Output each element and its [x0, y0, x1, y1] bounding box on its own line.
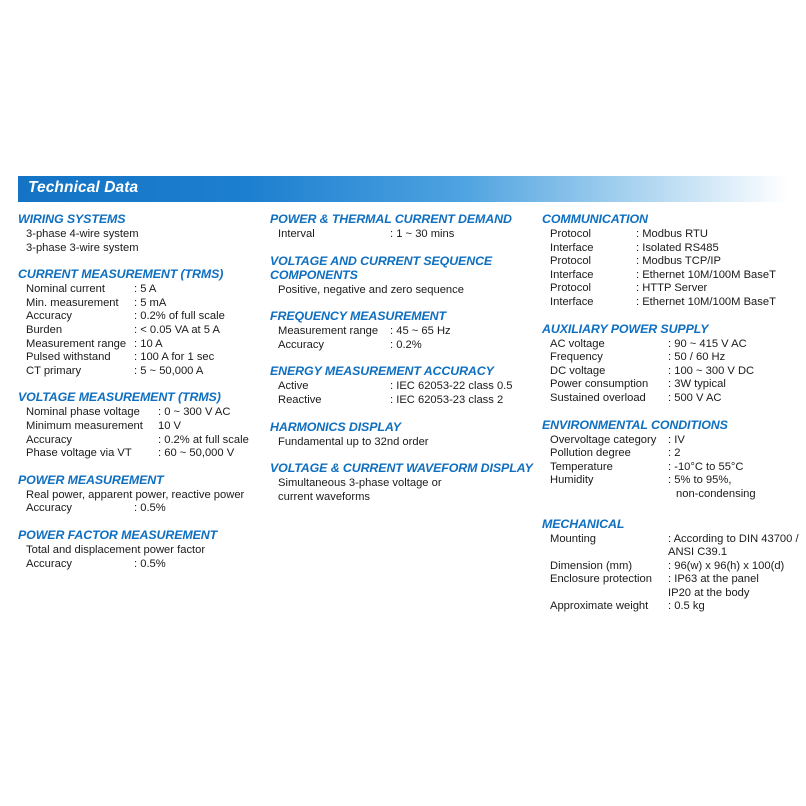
spec-value: : 50 / 60 Hz: [668, 351, 726, 364]
spec-key: [550, 546, 668, 560]
spec-row: [550, 255, 790, 269]
spec-value: : 5 mA: [134, 296, 167, 309]
spec-key: Accuracy: [26, 557, 73, 570]
spec-row: [278, 228, 534, 242]
spec-key: Pulsed withstand: [26, 351, 111, 364]
spec-key: Humidity: [550, 474, 594, 487]
spec-value: : 10 A: [134, 337, 163, 350]
spec-value: : 1 ~ 30 mins: [390, 228, 455, 240]
spec-key: Protocol: [550, 255, 592, 268]
section-heading: MECHANICAL: [542, 516, 625, 531]
spec-value: ANSI C39.1: [668, 546, 728, 559]
spec-row: [550, 546, 790, 560]
spec-row: [278, 394, 534, 408]
spec-key: Reactive: [278, 393, 322, 406]
section-voltage-measurement: [18, 390, 262, 460]
spec-value: : 0.5%: [134, 557, 166, 570]
spec-value: : IEC 62053-22 class 0.5: [390, 380, 513, 393]
spec-key: Accuracy: [26, 310, 73, 323]
section-heading: POWER MEASUREMENT: [18, 472, 164, 487]
section-line: Total and displacement power factor: [26, 543, 206, 556]
spec-value: : Modbus TCP/IP: [636, 255, 721, 268]
spec-key: Mounting: [550, 532, 597, 545]
spec-value: : 0.2% at full scale: [158, 433, 249, 446]
spec-key: Temperature: [550, 460, 613, 473]
spec-row: [26, 420, 262, 434]
spec-key: Nominal current: [26, 283, 105, 296]
spec-value: IP20 at the body: [668, 586, 750, 599]
spec-row: [550, 282, 790, 296]
spec-value: : IP63 at the panel: [668, 573, 759, 586]
section-heading: ENVIRONMENTAL CONDITIONS: [542, 417, 728, 432]
section-line: Real power, apparent power, reactive power: [26, 488, 245, 501]
spec-value: : 0.5%: [134, 502, 166, 515]
spec-row: [550, 378, 790, 392]
section-environmental-conditions: [542, 418, 790, 502]
spec-row: [550, 351, 790, 365]
spec-value: : Ethernet 10M/100M BaseT: [636, 268, 776, 281]
spec-key: Min. measurement: [26, 296, 119, 309]
section-harmonics-display: [270, 420, 534, 450]
spec-value: : Isolated RS485: [636, 241, 719, 254]
spec-rows: [18, 558, 262, 572]
spec-key: Interface: [550, 295, 594, 308]
section-line: 3-phase 3-wire system: [26, 241, 139, 254]
spec-rows: [18, 502, 262, 516]
spec-value: : 0.2% of full scale: [134, 310, 225, 323]
spec-row: [26, 406, 262, 420]
spec-key: Measurement range: [26, 337, 127, 350]
spec-key: Active: [278, 380, 309, 393]
section-auxiliary-power-supply: [542, 322, 790, 406]
spec-row: [278, 380, 534, 394]
spec-column-1: [18, 212, 270, 614]
spec-key: Protocol: [550, 228, 592, 240]
spec-value: : -10°C to 55°C: [668, 460, 744, 473]
section-wiring-systems: [18, 212, 262, 255]
section-line: current waveforms: [278, 490, 371, 503]
spec-value: : < 0.05 VA at 5 A: [134, 323, 220, 336]
spec-row: [26, 283, 262, 297]
spec-row: [26, 310, 262, 324]
section-communication: [542, 212, 790, 310]
spec-row: [550, 532, 799, 547]
spec-key: Interface: [550, 241, 594, 254]
section-power-thermal-current-demand: [270, 212, 534, 242]
spec-value: : IV: [668, 433, 685, 446]
spec-key: Dimension (mm): [550, 559, 633, 572]
section-power-measurement: [18, 473, 262, 516]
spec-value: : 5 ~ 50,000 A: [134, 364, 204, 377]
spec-row: [26, 447, 262, 461]
section-heading: ENERGY MEASUREMENT ACCURACY: [270, 364, 494, 379]
section-heading: VOLTAGE MEASUREMENT (TRMS): [18, 390, 221, 405]
spec-key: Accuracy: [278, 338, 325, 351]
section-frequency-measurement: [270, 309, 534, 352]
spec-value: : Modbus RTU: [636, 228, 708, 240]
spec-row: [550, 365, 790, 379]
spec-row: [550, 587, 790, 601]
spec-columns: [18, 212, 799, 614]
spec-key: Interface: [550, 268, 594, 281]
section-heading: FREQUENCY MEASUREMENT: [270, 309, 446, 324]
section-line: 3-phase 4-wire system: [26, 228, 139, 240]
spec-rows: [18, 283, 262, 378]
section-heading: WIRING SYSTEMS: [18, 212, 126, 226]
spec-rows: [270, 228, 534, 242]
spec-row: [550, 338, 790, 352]
section-heading: POWER FACTOR MEASUREMENT: [18, 527, 218, 542]
spec-row: [26, 338, 262, 352]
spec-row: [550, 228, 790, 242]
section-current-measurement: [18, 267, 262, 378]
section-energy-measurement-accuracy: [270, 364, 534, 407]
spec-row: [278, 325, 534, 339]
spec-value: 10 V: [158, 419, 182, 432]
section-heading: COMMUNICATION: [542, 212, 648, 226]
spec-key: Interval: [278, 228, 315, 240]
section-power-factor-measurement: [18, 528, 262, 571]
spec-value: : 96(w) x 96(h) x 100(d): [668, 559, 785, 572]
spec-value: : 2: [668, 447, 681, 460]
spec-row: [550, 242, 790, 256]
section-heading: POWER & THERMAL CURRENT DEMAND: [270, 212, 512, 226]
spec-value: : 100 A for 1 sec: [134, 351, 215, 364]
spec-key: Overvoltage category: [550, 433, 657, 446]
spec-rows: [18, 406, 262, 460]
spec-row: [550, 600, 790, 614]
section-voltage-current-sequence-components: [270, 254, 534, 298]
spec-value: : 0.5 kg: [668, 600, 705, 613]
spec-row: [26, 434, 262, 448]
spec-value: : 100 ~ 300 V DC: [668, 364, 755, 377]
spec-row: [26, 351, 262, 365]
spec-rows: [542, 338, 790, 406]
section-heading: HARMONICS DISPLAY: [270, 419, 401, 434]
spec-key: DC voltage: [550, 364, 606, 377]
spec-value: : 500 V AC: [668, 391, 722, 404]
page-title: Technical Data: [28, 179, 139, 196]
spec-value: : 3W typical: [668, 378, 726, 391]
spec-key: CT primary: [26, 364, 82, 377]
spec-value: : 60 ~ 50,000 V: [158, 447, 235, 460]
spec-rows: [270, 325, 534, 352]
spec-rows: [542, 228, 790, 310]
spec-row: [550, 296, 790, 310]
spec-key: Enclosure protection: [550, 573, 652, 586]
spec-key: Nominal phase voltage: [26, 406, 140, 419]
section-line: Positive, negative and zero sequence: [278, 283, 464, 296]
spec-key: Phase voltage via VT: [26, 447, 132, 460]
section-line: Simultaneous 3-phase voltage or: [278, 477, 442, 490]
spec-row: [26, 365, 262, 379]
section-heading: VOLTAGE & CURRENT WAVEFORM DISPLAY: [270, 461, 533, 476]
spec-row: [550, 269, 790, 283]
spec-value: : 45 ~ 65 Hz: [390, 325, 451, 338]
spec-row: [550, 560, 790, 574]
spec-key: Power consumption: [550, 378, 649, 391]
spec-rows: [270, 380, 534, 407]
spec-value: : 0.2%: [390, 338, 422, 351]
spec-value: : Ethernet 10M/100M BaseT: [636, 295, 776, 308]
section-line: Fundamental up to 32nd order: [278, 435, 429, 448]
spec-key: Minimum measurement: [26, 419, 143, 432]
spec-value: : 5 A: [134, 283, 157, 296]
spec-row: [550, 474, 790, 488]
spec-value: : 5% to 95%,: [668, 474, 732, 487]
spec-row: [550, 434, 790, 448]
spec-column-3: [542, 212, 799, 614]
spec-key: AC voltage: [550, 337, 605, 350]
spec-value-continuation: non-condensing: [676, 487, 756, 500]
spec-row: [26, 502, 262, 516]
spec-row: [26, 324, 262, 338]
spec-row: [550, 461, 790, 475]
spec-key: Measurement range: [278, 325, 379, 338]
spec-row: [278, 339, 534, 353]
spec-key: [550, 587, 668, 601]
spec-key: Burden: [26, 323, 63, 336]
section-mechanical: [542, 516, 799, 615]
spec-value: : 90 ~ 415 V AC: [668, 337, 747, 350]
spec-row: [550, 392, 790, 406]
spec-row: [26, 558, 262, 572]
spec-row: [550, 447, 790, 461]
spec-key: Accuracy: [26, 502, 73, 515]
spec-key: Approximate weight: [550, 600, 649, 613]
spec-value: : HTTP Server: [636, 282, 708, 295]
section-heading: AUXILIARY POWER SUPPLY: [542, 321, 709, 336]
section-heading: VOLTAGE AND CURRENT SEQUENCE COMPONENTS: [270, 253, 493, 282]
spec-row: [26, 297, 262, 311]
section-voltage-current-waveform-display: [270, 461, 534, 504]
spec-key: Frequency: [550, 351, 603, 364]
spec-value: : According to DIN 43700 /: [668, 532, 799, 545]
section-heading: CURRENT MEASUREMENT (TRMS): [18, 267, 224, 282]
spec-rows: [542, 532, 799, 615]
spec-key: Protocol: [550, 282, 592, 295]
spec-value: : 0 ~ 300 V AC: [158, 406, 231, 419]
spec-row: [550, 573, 790, 587]
spec-value: : IEC 62053-23 class 2: [390, 393, 504, 406]
spec-rows: [542, 434, 790, 502]
spec-key: Accuracy: [26, 433, 73, 446]
spec-key: Sustained overload: [550, 391, 646, 404]
spec-column-2: [270, 212, 542, 614]
spec-key: Pollution degree: [550, 447, 631, 460]
